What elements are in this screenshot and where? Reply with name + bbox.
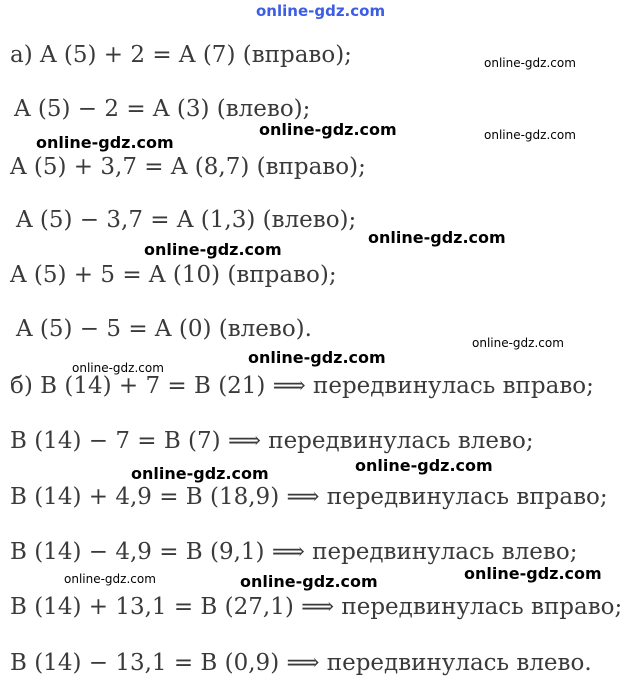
- math-line-a2: A (5) − 2 = A (3) (влево);: [14, 96, 311, 122]
- watermark: online-gdz.com: [472, 336, 564, 350]
- watermark: online-gdz.com: [368, 228, 506, 247]
- watermark-top: online-gdz.com: [256, 2, 386, 20]
- math-line-b4: B (14) − 4,9 = B (9,1) ⟹ передвинулась влево;: [10, 539, 578, 565]
- watermark: online-gdz.com: [464, 564, 602, 583]
- math-line-b5: B (14) + 13,1 = B (27,1) ⟹ передвинулась вправо;: [10, 594, 623, 620]
- math-line-b2: B (14) − 7 = B (7) ⟹ передвинулась влево;: [10, 428, 534, 454]
- math-line-b6: B (14) − 13,1 = B (0,9) ⟹ передвинулась влево.: [10, 650, 592, 676]
- watermark: online-gdz.com: [259, 120, 397, 139]
- watermark: online-gdz.com: [355, 456, 493, 475]
- watermark: online-gdz.com: [72, 361, 164, 375]
- watermark: online-gdz.com: [64, 572, 156, 586]
- watermark: online-gdz.com: [131, 464, 269, 483]
- math-line-a5: A (5) + 5 = A (10) (вправо);: [10, 262, 337, 288]
- watermark: online-gdz.com: [484, 128, 576, 142]
- watermark: online-gdz.com: [484, 56, 576, 70]
- math-line-b3: B (14) + 4,9 = B (18,9) ⟹ передвинулась вправо;: [10, 484, 608, 510]
- math-line-a4: A (5) − 3,7 = A (1,3) (влево);: [16, 207, 357, 233]
- watermark: online-gdz.com: [248, 348, 386, 367]
- math-line-a3: A (5) + 3,7 = A (8,7) (вправо);: [10, 154, 366, 180]
- watermark: online-gdz.com: [36, 133, 174, 152]
- math-line-a6: A (5) − 5 = A (0) (влево).: [16, 316, 312, 342]
- watermark: online-gdz.com: [144, 240, 282, 259]
- math-line-a1: а) A (5) + 2 = A (7) (вправо);: [10, 42, 352, 68]
- math-line-b1: б) B (14) + 7 = B (21) ⟹ передвинулась вправо;: [10, 373, 594, 399]
- watermark: online-gdz.com: [240, 572, 378, 591]
